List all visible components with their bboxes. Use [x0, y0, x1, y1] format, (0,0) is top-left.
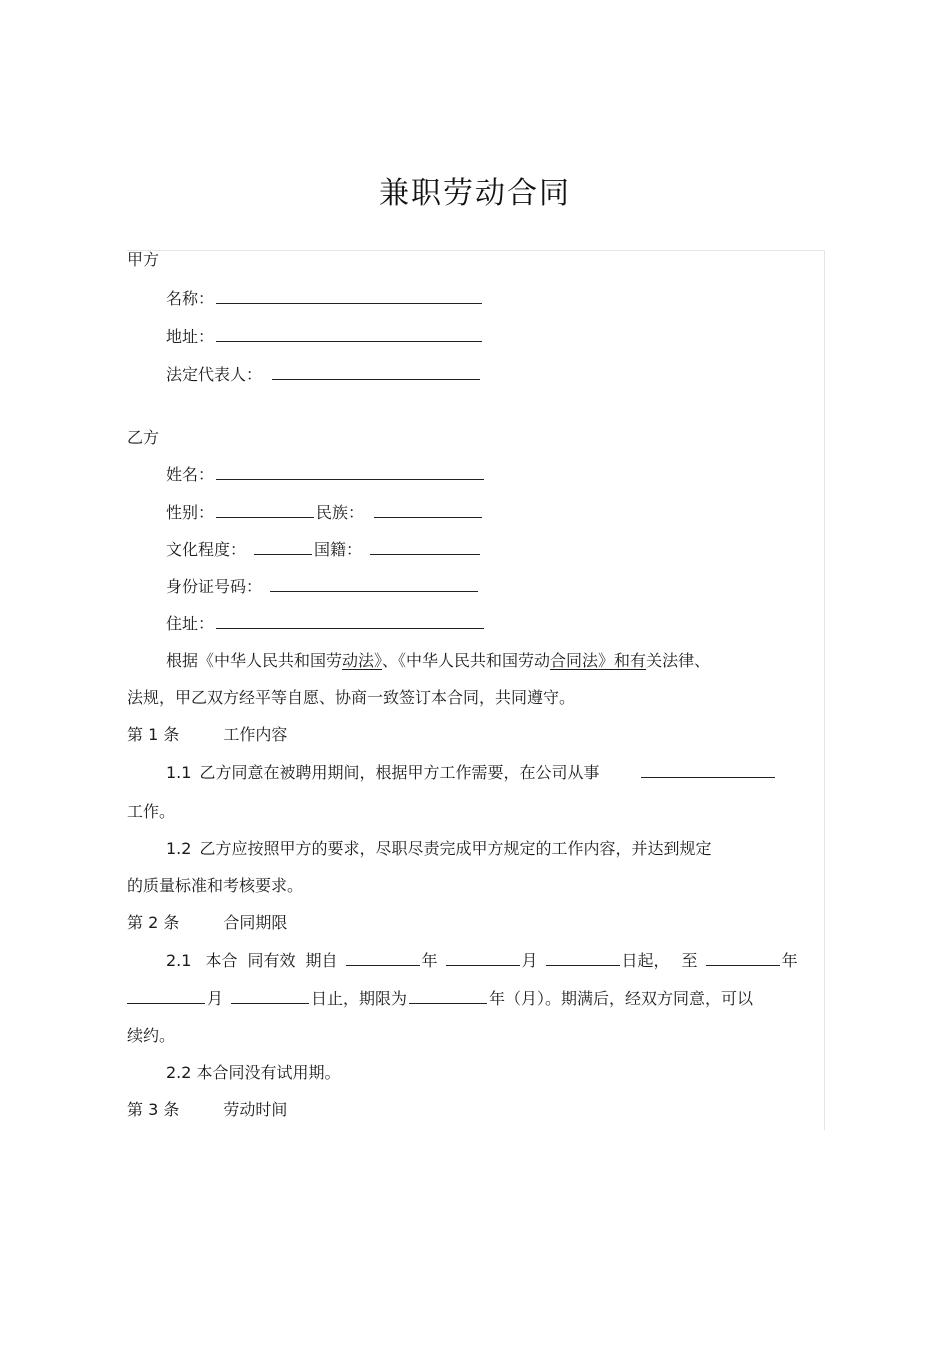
article-1-title: 工作内容 [223, 725, 288, 744]
preamble-text-b: 、《中华人民共和国劳动 [382, 651, 551, 670]
party-b-address-label: 住址： [166, 614, 215, 633]
party-b-gender-row [166, 501, 484, 524]
term-length-field[interactable] [409, 987, 487, 1004]
page-frame-top [127, 250, 824, 251]
to-label: 至 [681, 951, 698, 970]
clause-1-1-number: 1.1 [166, 763, 192, 782]
clause-1-1-text: 乙方同意在被聘用期间，根据甲方工作需要，在公司从事 [199, 763, 600, 782]
year-label: 年 [781, 951, 798, 970]
page-frame-right [824, 250, 825, 1130]
clause-1-1-end: 工作。 [127, 802, 176, 821]
year-label: 年 [421, 951, 438, 970]
article-1-number: 第 1 条 [127, 725, 180, 744]
party-b-gender-label: 性别： [166, 503, 215, 522]
party-b-nationality-label: 国籍： [314, 540, 363, 559]
article-3-number: 第 3 条 [127, 1100, 180, 1119]
party-b-id-field[interactable] [270, 575, 478, 592]
article-2-number: 第 2 条 [127, 913, 180, 932]
party-b-ethnic-label: 民族： [316, 503, 365, 522]
preamble-text-a: 根据《中华人民共和国劳 [166, 651, 343, 670]
article-3-heading [127, 1099, 287, 1121]
end-year-field[interactable] [706, 949, 780, 966]
clause-1-2 [166, 838, 711, 860]
party-b-name-label: 姓名： [166, 465, 215, 484]
document-title: 兼职劳动合同 [379, 176, 571, 211]
clause-1-2-number: 1.2 [166, 839, 192, 858]
party-b-id-label: 身份证号码： [166, 577, 263, 596]
clause-1-1 [166, 761, 777, 784]
end-month-field[interactable] [127, 987, 205, 1004]
party-b-id-row [166, 575, 480, 598]
clause-2-1-text-b: 同有效 [247, 951, 296, 970]
clause-2-1 [166, 949, 798, 972]
party-b-ethnic-field[interactable] [374, 501, 482, 518]
party-b-address-row [166, 612, 486, 635]
term-unit-text: 年（月）。期满后，经双方同意，可以 [489, 989, 754, 1008]
clause-2-1-text-a: 本合 [205, 951, 238, 970]
start-day-field[interactable] [546, 949, 620, 966]
article-2-title: 合同期限 [223, 913, 288, 932]
party-b-heading: 乙方 [127, 428, 160, 447]
clause-2-1-text-c: 期自 [305, 951, 338, 970]
end-day-field[interactable] [231, 987, 309, 1004]
party-b-education-row [166, 538, 482, 561]
party-a-heading: 甲方 [127, 250, 160, 269]
day-from-label: 日起， [621, 951, 670, 970]
preamble-line-2: 法规，甲乙双方经平等自愿、协商一致签订本合同，共同遵守。 [127, 688, 576, 707]
party-b-nationality-field[interactable] [370, 538, 480, 555]
party-a-name-row [166, 287, 484, 310]
day-to-label: 日止，期限为 [311, 989, 408, 1008]
clause-2-1-number: 2.1 [166, 951, 192, 970]
clause-2-2: 2.2 本合同没有试用期。 [166, 1063, 341, 1082]
job-title-field[interactable] [641, 761, 775, 778]
start-year-field[interactable] [346, 949, 420, 966]
party-b-gender-field[interactable] [216, 501, 314, 518]
party-b-education-field[interactable] [254, 538, 312, 555]
preamble-text-c: 关法律、 [646, 651, 711, 670]
party-b-name-row [166, 463, 486, 486]
article-3-title: 劳动时间 [223, 1100, 288, 1119]
party-b-education-label: 文化程度： [166, 540, 247, 559]
party-b-name-field[interactable] [216, 463, 484, 480]
party-a-rep-row [166, 363, 482, 386]
start-month-field[interactable] [446, 949, 520, 966]
party-a-address-label: 地址： [166, 327, 215, 346]
clause-1-2-end: 的质量标准和考核要求。 [127, 876, 304, 895]
party-a-name-field[interactable] [216, 287, 482, 304]
party-b-address-field[interactable] [216, 612, 484, 629]
party-a-rep-field[interactable] [272, 363, 480, 380]
party-a-address-row [166, 325, 484, 348]
clause-1-2-text: 乙方应按照甲方的要求，尽职尽责完成甲方规定的工作内容，并达到规定 [199, 839, 712, 858]
party-a-address-field[interactable] [216, 325, 482, 342]
labor-law-link: 动法》 [342, 651, 383, 670]
party-a-rep-label: 法定代表人： [166, 365, 263, 384]
preamble-line-1 [166, 650, 710, 672]
contract-law-link: 合同法》和有 [550, 651, 647, 670]
article-1-heading [127, 724, 287, 746]
party-a-name-label: 名称： [166, 289, 215, 308]
article-2-heading [127, 912, 287, 934]
clause-2-1-line-2 [127, 987, 753, 1010]
month-label: 月 [521, 951, 538, 970]
clause-2-1-end: 续约。 [127, 1026, 176, 1045]
month-label: 月 [207, 989, 224, 1008]
